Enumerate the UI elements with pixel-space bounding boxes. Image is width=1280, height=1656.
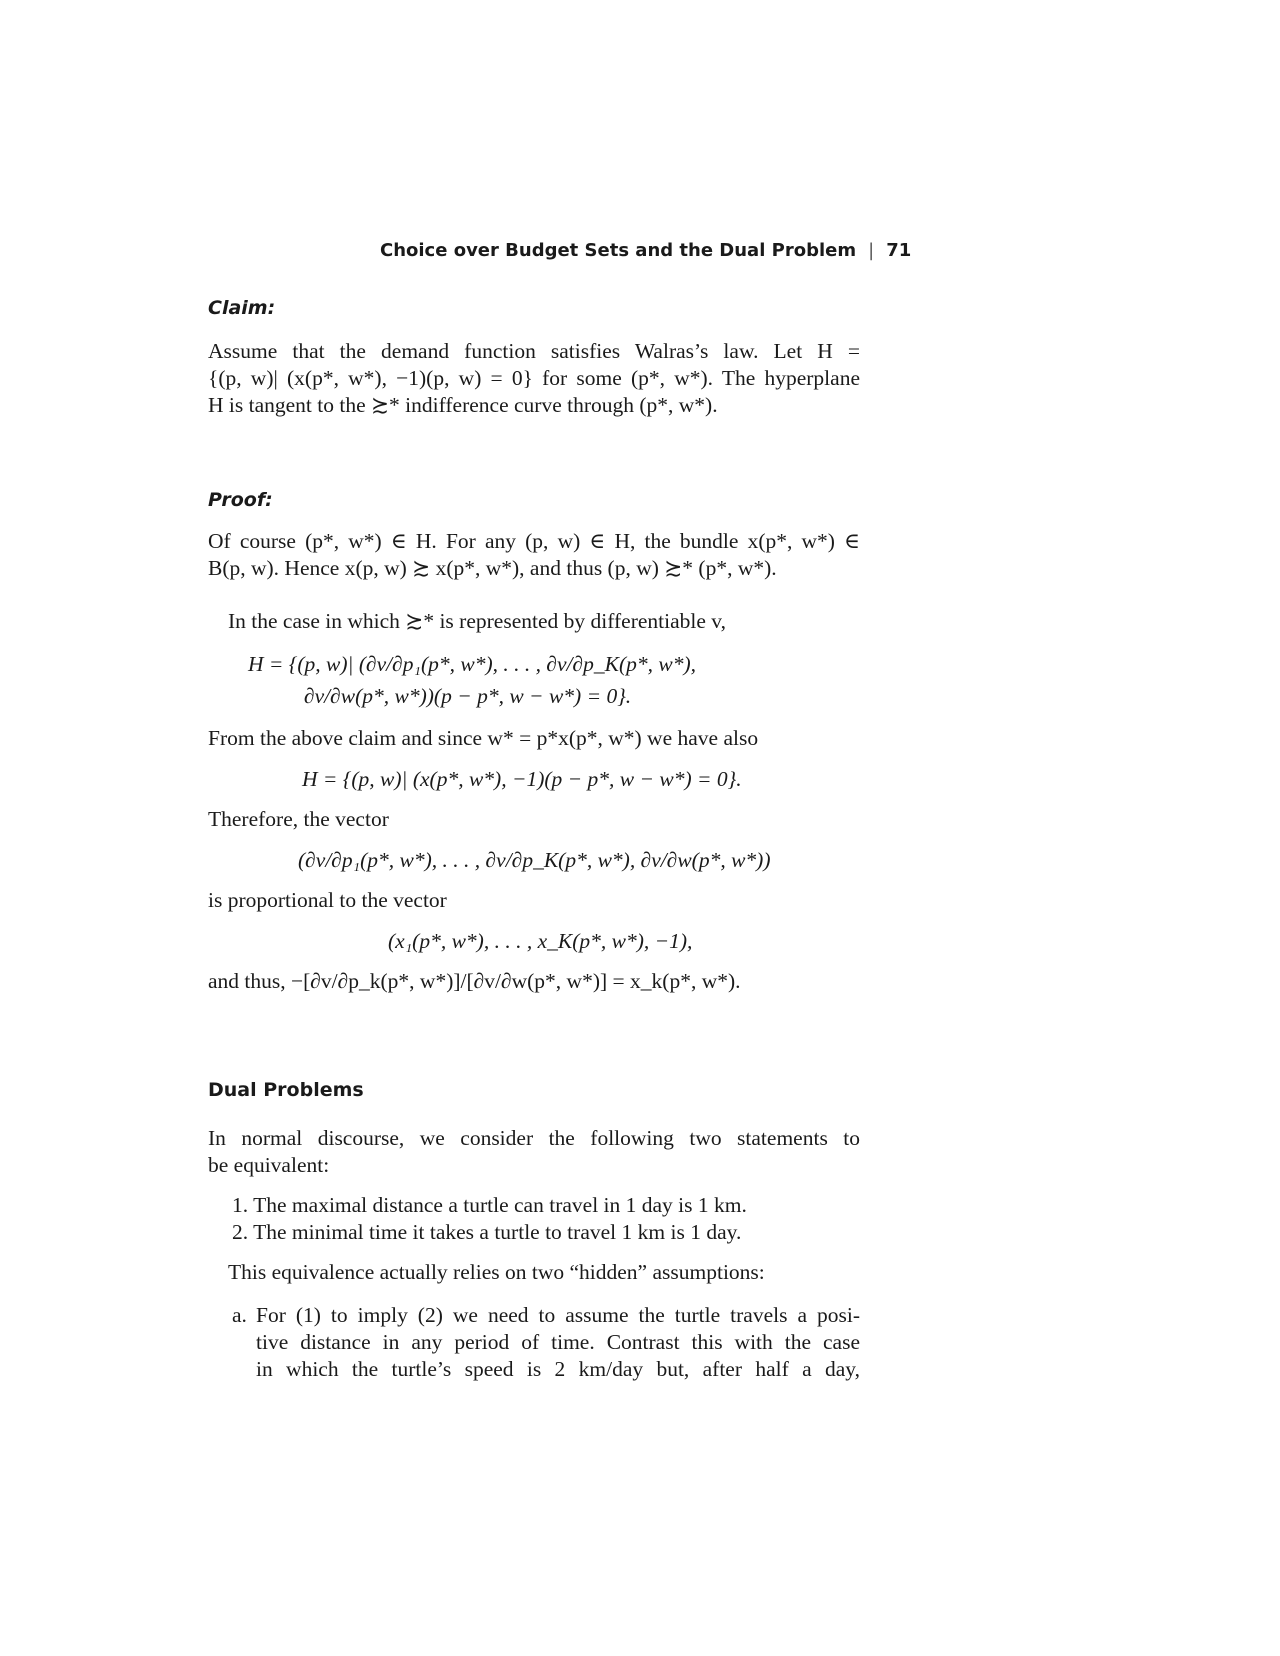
equation-1-line-2: ∂v/∂w(p*, w*))(p − p*, w − w*) = 0}. (304, 684, 632, 708)
section-heading: Dual Problems (208, 1079, 364, 1101)
claim-label: Claim: (208, 297, 276, 319)
dual-intro-line-2: be equivalent: (208, 1153, 330, 1177)
proof-label: Proof: (208, 489, 273, 511)
list-item-number: 2. (232, 1220, 249, 1244)
page-number: 71 (886, 240, 912, 261)
equation-2: H = {(p, w)| (x(p*, w*), −1)(p − p*, w − w*) = 0}. (302, 767, 742, 791)
header-separator: | (868, 240, 875, 261)
list-item-text: The maximal distance a turtle can travel in 1 day is 1 km. (253, 1193, 747, 1217)
assumption-a-line-3: in which the turtle’s speed is 2 km/day but, after half a day, (256, 1357, 860, 1381)
claim-line-2: {(p, w)| (x(p*, w*), −1)(p, w) = 0} for some (p*, w*). The hyperplane (208, 366, 860, 390)
assumption-a-number: a. (232, 1303, 247, 1327)
header-title: Choice over Budget Sets and the Dual Problem (380, 240, 857, 261)
list-item-number: 1. (232, 1193, 249, 1217)
list-item-text: The minimal time it takes a turtle to travel 1 km is 1 day. (253, 1220, 742, 1244)
list-item (232, 1219, 741, 1246)
running-header (380, 240, 912, 261)
proportional-line: is proportional to the vector (208, 888, 447, 912)
final-line: and thus, −[∂v/∂p_k(p*, w*)]/[∂v/∂w(p*, w*)] = x_k(p*, w*). (208, 969, 741, 993)
proof-case-line: In the case in which ≿* is represented by differentiable v, (228, 609, 727, 633)
equation-4: (x₁(p*, w*), . . . , x_K(p*, w*), −1), (388, 929, 693, 953)
claim-line-3: H is tangent to the ≿* indifference curve through (p*, w*). (208, 393, 718, 417)
equivalence-line: This equivalence actually relies on two “hidden” assumptions: (228, 1260, 765, 1284)
proof-line-1: Of course (p*, w*) ∈ H. For any (p, w) ∈ H, the bundle x(p*, w*) ∈ (208, 529, 860, 553)
equation-3: (∂v/∂p₁(p*, w*), . . . , ∂v/∂p_K(p*, w*), ∂v/∂w(p*, w*)) (298, 848, 771, 872)
proof-line-2: B(p, w). Hence x(p, w) ≿ x(p*, w*), and thus (p, w) ≿* (p*, w*). (208, 556, 777, 580)
therefore-line: Therefore, the vector (208, 807, 389, 831)
dual-intro-line-1: In normal discourse, we consider the following two statements to (208, 1126, 860, 1150)
list-item (232, 1192, 747, 1219)
claim-line-1: Assume that the demand function satisfies Walras’s law. Let H = (208, 339, 860, 363)
assumption-a-line-1: For (1) to imply (2) we need to assume the turtle travels a posi- (256, 1303, 860, 1327)
from-claim-line: From the above claim and since w* = p*x(p*, w*) we have also (208, 726, 759, 750)
assumption-a-line-2: tive distance in any period of time. Contrast this with the case (256, 1330, 860, 1354)
equation-1-line-1: H = {(p, w)| (∂v/∂p₁(p*, w*), . . . , ∂v/∂p_K(p*, w*), (248, 652, 697, 676)
